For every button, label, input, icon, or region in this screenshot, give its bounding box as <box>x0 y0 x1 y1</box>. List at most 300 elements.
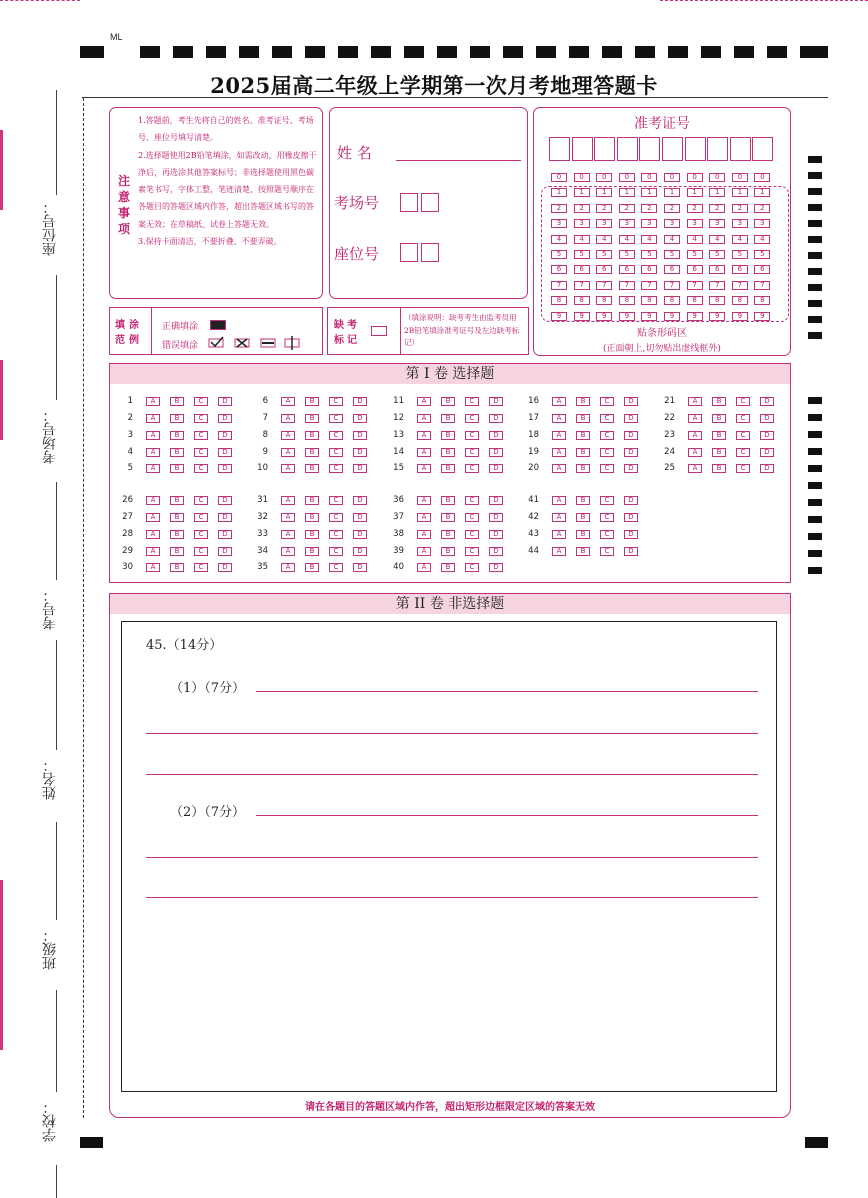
option-bubble[interactable]: C <box>736 431 750 440</box>
option-bubble[interactable]: D <box>624 464 638 473</box>
option-bubble[interactable]: B <box>170 397 184 406</box>
admission-digit-box[interactable] <box>594 137 615 161</box>
admission-bubble[interactable]: 9 <box>709 312 725 321</box>
name-field[interactable] <box>396 160 521 161</box>
option-bubble[interactable]: B <box>576 397 590 406</box>
option-bubble[interactable]: B <box>170 547 184 556</box>
option-bubble[interactable]: A <box>281 563 295 572</box>
option-bubble[interactable]: C <box>465 448 479 457</box>
option-bubble[interactable]: A <box>146 496 160 505</box>
option-bubble[interactable]: C <box>194 414 208 423</box>
option-bubble[interactable]: D <box>624 496 638 505</box>
answer-line[interactable] <box>256 691 758 692</box>
option-bubble[interactable]: C <box>329 397 343 406</box>
option-bubble[interactable]: D <box>353 397 367 406</box>
admission-bubble[interactable]: 9 <box>641 312 657 321</box>
option-bubble[interactable]: B <box>441 563 455 572</box>
admission-bubble[interactable]: 6 <box>664 265 680 274</box>
admission-bubble[interactable]: 5 <box>754 250 770 259</box>
option-bubble[interactable]: A <box>417 397 431 406</box>
option-bubble[interactable]: D <box>489 563 503 572</box>
admission-bubble[interactable]: 1 <box>754 188 770 197</box>
option-bubble[interactable]: C <box>736 414 750 423</box>
option-bubble[interactable]: A <box>281 513 295 522</box>
option-bubble[interactable]: C <box>465 563 479 572</box>
option-bubble[interactable]: C <box>600 513 614 522</box>
option-bubble[interactable]: D <box>624 513 638 522</box>
option-bubble[interactable]: B <box>170 414 184 423</box>
option-bubble[interactable]: D <box>489 397 503 406</box>
admission-bubble[interactable]: 6 <box>574 265 590 274</box>
option-bubble[interactable]: B <box>712 431 726 440</box>
option-bubble[interactable]: C <box>736 448 750 457</box>
option-bubble[interactable]: C <box>465 431 479 440</box>
admission-digit-box[interactable] <box>752 137 773 161</box>
option-bubble[interactable]: D <box>218 397 232 406</box>
admission-bubble[interactable]: 4 <box>551 235 567 244</box>
admission-bubble[interactable]: 5 <box>551 250 567 259</box>
margin-line <box>56 482 57 580</box>
option-bubble[interactable]: B <box>712 464 726 473</box>
option-bubble[interactable]: C <box>465 530 479 539</box>
admission-bubble[interactable]: 7 <box>641 281 657 290</box>
option-bubble[interactable]: C <box>329 547 343 556</box>
admission-bubble[interactable]: 2 <box>709 204 725 213</box>
option-bubble[interactable]: C <box>194 448 208 457</box>
room-box[interactable] <box>400 193 418 212</box>
admission-bubble[interactable]: 0 <box>664 173 680 182</box>
option-bubble[interactable]: A <box>417 414 431 423</box>
option-bubble[interactable]: C <box>600 397 614 406</box>
option-bubble[interactable]: A <box>281 530 295 539</box>
option-bubble[interactable]: D <box>624 530 638 539</box>
admission-bubble[interactable]: 3 <box>709 219 725 228</box>
option-bubble[interactable]: C <box>194 563 208 572</box>
option-bubble[interactable]: D <box>218 563 232 572</box>
option-bubble[interactable]: A <box>688 397 702 406</box>
option-bubble[interactable]: A <box>688 431 702 440</box>
seat-box[interactable] <box>400 243 418 262</box>
option-bubble[interactable]: C <box>465 513 479 522</box>
admission-bubble[interactable]: 7 <box>709 281 725 290</box>
option-bubble[interactable]: D <box>353 431 367 440</box>
admission-bubble[interactable]: 0 <box>709 173 725 182</box>
option-bubble[interactable]: C <box>194 464 208 473</box>
option-bubble[interactable]: B <box>305 431 319 440</box>
admission-bubble[interactable]: 3 <box>664 219 680 228</box>
admission-bubble[interactable]: 6 <box>709 265 725 274</box>
option-bubble[interactable]: A <box>281 448 295 457</box>
admission-bubble[interactable]: 0 <box>619 173 635 182</box>
option-bubble[interactable]: C <box>600 414 614 423</box>
option-bubble[interactable]: D <box>489 530 503 539</box>
admission-bubble[interactable]: 9 <box>664 312 680 321</box>
option-bubble[interactable]: A <box>552 530 566 539</box>
admission-bubble[interactable]: 0 <box>551 173 567 182</box>
option-bubble[interactable]: B <box>576 464 590 473</box>
option-bubble[interactable]: D <box>624 431 638 440</box>
absent-mark[interactable] <box>371 326 387 336</box>
admission-bubble[interactable]: 2 <box>687 204 703 213</box>
option-bubble[interactable]: B <box>441 414 455 423</box>
admission-bubble[interactable]: 5 <box>641 250 657 259</box>
admission-bubble[interactable]: 9 <box>574 312 590 321</box>
option-bubble[interactable]: B <box>712 448 726 457</box>
admission-digit-box[interactable] <box>730 137 751 161</box>
option-bubble[interactable]: A <box>281 414 295 423</box>
admission-bubble[interactable]: 1 <box>596 188 612 197</box>
option-bubble[interactable]: D <box>760 414 774 423</box>
admission-bubble[interactable]: 7 <box>754 281 770 290</box>
admission-bubble[interactable]: 8 <box>641 296 657 305</box>
option-bubble[interactable]: A <box>552 431 566 440</box>
admission-bubble[interactable]: 6 <box>551 265 567 274</box>
option-bubble[interactable]: C <box>465 464 479 473</box>
option-bubble[interactable]: D <box>760 448 774 457</box>
option-bubble[interactable]: D <box>624 414 638 423</box>
option-bubble[interactable]: C <box>600 547 614 556</box>
admission-bubble[interactable]: 7 <box>551 281 567 290</box>
option-bubble[interactable]: B <box>712 397 726 406</box>
admission-bubble[interactable]: 9 <box>596 312 612 321</box>
option-bubble[interactable]: D <box>353 530 367 539</box>
admission-bubble[interactable]: 3 <box>687 219 703 228</box>
option-bubble[interactable]: D <box>489 414 503 423</box>
option-bubble[interactable]: D <box>218 547 232 556</box>
admission-bubble[interactable]: 3 <box>596 219 612 228</box>
admission-bubble[interactable]: 0 <box>754 173 770 182</box>
admission-bubble[interactable]: 4 <box>687 235 703 244</box>
admission-bubble[interactable]: 2 <box>574 204 590 213</box>
option-bubble[interactable]: A <box>552 464 566 473</box>
admission-bubble[interactable]: 7 <box>596 281 612 290</box>
admission-bubble[interactable]: 5 <box>596 250 612 259</box>
admission-digit-box[interactable] <box>707 137 728 161</box>
option-bubble[interactable]: B <box>305 448 319 457</box>
divider <box>151 308 152 354</box>
option-bubble[interactable]: B <box>576 496 590 505</box>
admission-bubble[interactable]: 2 <box>641 204 657 213</box>
option-bubble[interactable]: B <box>170 431 184 440</box>
option-bubble[interactable]: C <box>329 431 343 440</box>
admission-bubble[interactable]: 9 <box>551 312 567 321</box>
admission-bubble[interactable]: 1 <box>732 188 748 197</box>
option-bubble[interactable]: D <box>218 530 232 539</box>
option-bubble[interactable]: B <box>576 448 590 457</box>
option-bubble[interactable]: D <box>624 397 638 406</box>
option-bubble[interactable]: D <box>353 448 367 457</box>
admission-digit-box[interactable] <box>549 137 570 161</box>
option-bubble[interactable]: A <box>146 530 160 539</box>
admission-bubble[interactable]: 4 <box>574 235 590 244</box>
option-bubble[interactable]: A <box>281 547 295 556</box>
option-bubble[interactable]: A <box>417 563 431 572</box>
option-bubble[interactable]: A <box>146 448 160 457</box>
admission-bubble[interactable]: 9 <box>619 312 635 321</box>
option-bubble[interactable]: C <box>736 397 750 406</box>
option-bubble[interactable]: A <box>688 414 702 423</box>
option-bubble[interactable]: D <box>353 547 367 556</box>
option-bubble[interactable]: A <box>417 513 431 522</box>
admission-bubble[interactable]: 6 <box>754 265 770 274</box>
admission-bubble[interactable]: 3 <box>551 219 567 228</box>
option-bubble[interactable]: A <box>417 431 431 440</box>
admission-bubble[interactable]: 6 <box>687 265 703 274</box>
option-bubble[interactable]: C <box>194 513 208 522</box>
option-bubble[interactable]: D <box>218 496 232 505</box>
admission-bubble[interactable]: 1 <box>641 188 657 197</box>
option-bubble[interactable]: A <box>281 397 295 406</box>
admission-bubble[interactable]: 5 <box>574 250 590 259</box>
admission-bubble[interactable]: 1 <box>687 188 703 197</box>
option-bubble[interactable]: D <box>353 496 367 505</box>
option-bubble[interactable]: B <box>170 563 184 572</box>
option-bubble[interactable]: B <box>576 513 590 522</box>
option-bubble[interactable]: B <box>170 530 184 539</box>
admission-bubble[interactable]: 1 <box>709 188 725 197</box>
admission-bubble[interactable]: 1 <box>551 188 567 197</box>
option-bubble[interactable]: A <box>281 464 295 473</box>
seat-box[interactable] <box>421 243 439 262</box>
answer-line[interactable] <box>146 897 758 898</box>
admission-bubble[interactable]: 8 <box>754 296 770 305</box>
option-bubble[interactable]: B <box>576 530 590 539</box>
admission-bubble[interactable]: 7 <box>664 281 680 290</box>
option-bubble[interactable]: D <box>218 464 232 473</box>
option-bubble[interactable]: B <box>576 547 590 556</box>
option-bubble[interactable]: D <box>489 464 503 473</box>
admission-bubble[interactable]: 0 <box>596 173 612 182</box>
admission-bubble[interactable]: 3 <box>641 219 657 228</box>
option-bubble[interactable]: A <box>688 448 702 457</box>
option-bubble[interactable]: C <box>465 397 479 406</box>
option-bubble[interactable]: A <box>281 431 295 440</box>
option-bubble[interactable]: A <box>281 496 295 505</box>
admission-bubble[interactable]: 4 <box>619 235 635 244</box>
option-bubble[interactable]: A <box>146 464 160 473</box>
option-bubble[interactable]: D <box>760 431 774 440</box>
option-bubble[interactable]: A <box>417 464 431 473</box>
admission-bubble[interactable]: 6 <box>641 265 657 274</box>
option-bubble[interactable]: A <box>146 547 160 556</box>
option-bubble[interactable]: B <box>305 414 319 423</box>
option-bubble[interactable]: C <box>329 513 343 522</box>
admission-bubble[interactable]: 7 <box>574 281 590 290</box>
admission-bubble[interactable]: 0 <box>574 173 590 182</box>
admission-bubble[interactable]: 5 <box>619 250 635 259</box>
option-bubble[interactable]: B <box>305 563 319 572</box>
option-bubble[interactable]: A <box>552 414 566 423</box>
option-bubble[interactable]: A <box>552 448 566 457</box>
option-bubble[interactable]: D <box>218 414 232 423</box>
option-bubble[interactable]: D <box>489 448 503 457</box>
option-bubble[interactable]: D <box>489 513 503 522</box>
admission-bubble[interactable]: 5 <box>732 250 748 259</box>
option-bubble[interactable]: B <box>305 530 319 539</box>
option-bubble[interactable]: A <box>688 464 702 473</box>
admission-bubble[interactable]: 5 <box>664 250 680 259</box>
option-bubble[interactable]: B <box>576 414 590 423</box>
option-bubble[interactable]: B <box>305 513 319 522</box>
option-bubble[interactable]: D <box>353 563 367 572</box>
option-bubble[interactable]: D <box>489 547 503 556</box>
option-bubble[interactable]: D <box>760 464 774 473</box>
option-bubble[interactable]: A <box>417 496 431 505</box>
admission-bubble[interactable]: 0 <box>641 173 657 182</box>
option-bubble[interactable]: A <box>552 547 566 556</box>
option-bubble[interactable]: C <box>600 448 614 457</box>
option-bubble[interactable]: C <box>329 414 343 423</box>
admission-digit-box[interactable] <box>572 137 593 161</box>
option-bubble[interactable]: D <box>489 496 503 505</box>
admission-bubble[interactable]: 2 <box>596 204 612 213</box>
option-bubble[interactable]: B <box>576 431 590 440</box>
option-bubble[interactable]: D <box>353 513 367 522</box>
option-bubble[interactable]: B <box>170 464 184 473</box>
admission-bubble[interactable]: 8 <box>709 296 725 305</box>
admission-bubble[interactable]: 7 <box>732 281 748 290</box>
admission-digit-box[interactable] <box>685 137 706 161</box>
admission-bubble[interactable]: 3 <box>754 219 770 228</box>
option-bubble[interactable]: C <box>600 431 614 440</box>
admission-digit-box[interactable] <box>617 137 638 161</box>
admission-bubble[interactable]: 1 <box>664 188 680 197</box>
admission-bubble[interactable]: 8 <box>687 296 703 305</box>
option-bubble[interactable]: C <box>600 464 614 473</box>
admission-bubble[interactable]: 1 <box>619 188 635 197</box>
admission-bubble[interactable]: 9 <box>754 312 770 321</box>
admission-bubble[interactable]: 6 <box>619 265 635 274</box>
admission-bubble[interactable]: 3 <box>619 219 635 228</box>
option-bubble[interactable]: C <box>194 547 208 556</box>
option-bubble[interactable]: B <box>170 448 184 457</box>
option-bubble[interactable]: B <box>305 464 319 473</box>
option-bubble[interactable]: A <box>146 414 160 423</box>
option-bubble[interactable]: B <box>441 464 455 473</box>
option-bubble[interactable]: A <box>417 547 431 556</box>
option-bubble[interactable]: A <box>417 448 431 457</box>
option-bubble[interactable]: B <box>170 513 184 522</box>
admission-bubble[interactable]: 2 <box>664 204 680 213</box>
answer-line[interactable] <box>146 733 758 734</box>
room-box[interactable] <box>421 193 439 212</box>
option-bubble[interactable]: C <box>600 496 614 505</box>
admission-bubble[interactable]: 3 <box>732 219 748 228</box>
option-bubble[interactable]: C <box>465 496 479 505</box>
admission-bubble[interactable]: 0 <box>732 173 748 182</box>
option-bubble[interactable]: A <box>146 513 160 522</box>
option-bubble[interactable]: D <box>760 397 774 406</box>
answer-line[interactable] <box>256 815 758 816</box>
admission-bubble[interactable]: 5 <box>709 250 725 259</box>
admission-bubble[interactable]: 4 <box>641 235 657 244</box>
option-bubble[interactable]: D <box>489 431 503 440</box>
admission-bubble[interactable]: 4 <box>732 235 748 244</box>
option-bubble[interactable]: A <box>146 397 160 406</box>
option-bubble[interactable]: D <box>353 464 367 473</box>
admission-bubble[interactable]: 9 <box>732 312 748 321</box>
option-bubble[interactable]: D <box>624 547 638 556</box>
option-bubble[interactable]: C <box>194 496 208 505</box>
option-bubble[interactable]: B <box>305 496 319 505</box>
option-bubble[interactable]: D <box>624 448 638 457</box>
admission-bubble[interactable]: 3 <box>574 219 590 228</box>
option-bubble[interactable]: D <box>218 448 232 457</box>
option-bubble[interactable]: B <box>441 530 455 539</box>
option-bubble[interactable]: B <box>441 431 455 440</box>
option-bubble[interactable]: A <box>146 431 160 440</box>
admission-bubble[interactable]: 0 <box>687 173 703 182</box>
option-bubble[interactable]: C <box>194 397 208 406</box>
admission-bubble[interactable]: 7 <box>619 281 635 290</box>
option-bubble[interactable]: C <box>465 414 479 423</box>
option-bubble[interactable]: C <box>329 530 343 539</box>
option-bubble[interactable]: A <box>146 563 160 572</box>
option-bubble[interactable]: C <box>329 448 343 457</box>
admission-bubble[interactable]: 4 <box>709 235 725 244</box>
admission-bubble[interactable]: 1 <box>574 188 590 197</box>
option-bubble[interactable]: C <box>329 464 343 473</box>
admission-bubble[interactable]: 2 <box>551 204 567 213</box>
option-bubble[interactable]: B <box>441 513 455 522</box>
option-bubble[interactable]: C <box>600 530 614 539</box>
option-bubble[interactable]: B <box>712 414 726 423</box>
admission-bubble[interactable]: 8 <box>619 296 635 305</box>
admission-bubble[interactable]: 7 <box>687 281 703 290</box>
option-bubble[interactable]: D <box>353 414 367 423</box>
admission-bubble[interactable]: 8 <box>732 296 748 305</box>
admission-bubble[interactable]: 6 <box>732 265 748 274</box>
option-bubble[interactable]: D <box>218 431 232 440</box>
option-bubble[interactable]: B <box>441 397 455 406</box>
option-bubble[interactable]: A <box>552 397 566 406</box>
option-bubble[interactable]: A <box>417 530 431 539</box>
option-bubble[interactable]: A <box>552 496 566 505</box>
option-bubble[interactable]: C <box>465 547 479 556</box>
answer-line[interactable] <box>146 857 758 858</box>
admission-bubble[interactable]: 8 <box>574 296 590 305</box>
admission-bubble[interactable]: 8 <box>551 296 567 305</box>
option-bubble[interactable]: C <box>329 563 343 572</box>
admission-bubble[interactable]: 6 <box>596 265 612 274</box>
admission-bubble[interactable]: 9 <box>687 312 703 321</box>
option-bubble[interactable]: C <box>329 496 343 505</box>
option-bubble[interactable]: D <box>218 513 232 522</box>
admission-bubble[interactable]: 4 <box>754 235 770 244</box>
option-bubble[interactable]: C <box>736 464 750 473</box>
admission-digit-box[interactable] <box>639 137 660 161</box>
admission-bubble[interactable]: 8 <box>596 296 612 305</box>
option-bubble[interactable]: B <box>441 547 455 556</box>
admission-bubble[interactable]: 4 <box>596 235 612 244</box>
option-bubble[interactable]: B <box>305 547 319 556</box>
admission-bubble[interactable]: 2 <box>619 204 635 213</box>
admission-bubble[interactable]: 5 <box>687 250 703 259</box>
option-bubble[interactable]: C <box>194 431 208 440</box>
option-bubble[interactable]: A <box>552 513 566 522</box>
admission-digit-box[interactable] <box>662 137 683 161</box>
option-bubble[interactable]: B <box>441 448 455 457</box>
admission-bubble[interactable]: 4 <box>664 235 680 244</box>
option-bubble[interactable]: C <box>194 530 208 539</box>
admission-bubble[interactable]: 2 <box>754 204 770 213</box>
option-bubble[interactable]: B <box>305 397 319 406</box>
answer-line[interactable] <box>146 774 758 775</box>
admission-bubble[interactable]: 2 <box>732 204 748 213</box>
admission-bubble[interactable]: 8 <box>664 296 680 305</box>
option-bubble[interactable]: B <box>441 496 455 505</box>
option-bubble[interactable]: B <box>170 496 184 505</box>
